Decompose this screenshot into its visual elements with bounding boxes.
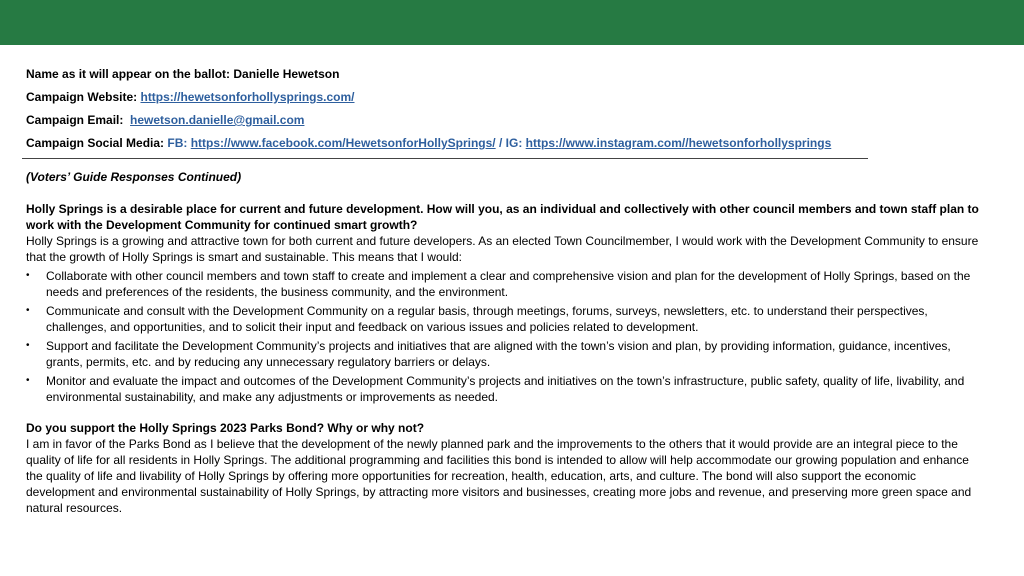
ballot-name-value: Danielle Hewetson [233, 67, 340, 81]
campaign-social-line [26, 135, 986, 151]
campaign-website-link[interactable]: https://hewetsonforhollysprings.com/ [140, 90, 355, 104]
campaign-email-label: Campaign Email: [26, 113, 124, 127]
campaign-social-label: Campaign Social Media: [26, 136, 165, 150]
voter-guide-content [26, 66, 986, 516]
campaign-website-label: Campaign Website: [26, 90, 138, 104]
answer-development-intro: Holly Springs is a growing and attractive town for both current and future developers. As an elected Town Councilmember, I would work with the Development Community to ensure that the growth of Holly Springs is smart and sustainable. This means that I would: [26, 234, 979, 264]
question-parks-bond: Do you support the Holly Springs 2023 Parks Bond? Why or why not? [26, 421, 425, 435]
header-band [0, 0, 1024, 45]
bullet-text: Collaborate with other council members and town staff to create and implement a clear and comprehensive vision and plan for the development of Holly Springs, based on the needs and preferences of the residents, the business community, and the environment. [46, 269, 971, 299]
development-bullet-list [26, 268, 986, 405]
list-item [26, 303, 986, 335]
instagram-label: / IG: [498, 136, 523, 150]
bullet-text: Support and facilitate the Development Community’s projects and initiatives that are aligned with the town’s vision and plan, by providing information, guidance, incentives, grants, permits, etc. and by reducing any unnecessary regulatory barriers or delays. [46, 339, 951, 369]
campaign-website-line [26, 89, 986, 105]
campaign-email-line [26, 112, 986, 128]
list-item [26, 373, 986, 405]
bullet-icon: • [26, 270, 30, 281]
bullet-icon: • [26, 340, 30, 351]
bullet-icon: • [26, 375, 30, 386]
ballot-name-line [26, 66, 986, 82]
list-item [26, 268, 986, 300]
bullet-text: Communicate and consult with the Development Community on a regular basis, through meetings, forums, surveys, newsletters, etc. to understand their perspectives, challenges, and opportunities, and to solicit their input and feedback on various issues and policies related to development. [46, 304, 928, 334]
ballot-name-label: Name as it will appear on the ballot: [26, 67, 231, 81]
bullet-icon: • [26, 305, 30, 316]
facebook-link[interactable]: https://www.facebook.com/HewetsonforHollySprings/ [190, 136, 496, 150]
section-spacer [26, 408, 986, 420]
answer-parks-bond: I am in favor of the Parks Bond as I believe that the development of the newly planned park and the improvements to the others that it would provide are an integral piece to the quality of life for all residents in Holly Springs. The additional programming and facilities this bond is intended to allow will help accommodate our growing population and enhance the quality of life and livability of Holly Springs by offering more opportunities for recreation, health, education, arts, and culture. The bond will also support the economic development and environmental sustainability of Holly Springs, by attracting more visitors and businesses, creating more jobs and revenue, and preserving more green space and natural resources. [26, 437, 972, 515]
bullet-text: Monitor and evaluate the impact and outcomes of the Development Community’s projects and initiatives on the town’s infrastructure, public safety, quality of life, livability, and environmental sustainability, and make any adjustments or improvements as needed. [46, 374, 965, 404]
continued-label: (Voters’ Guide Responses Continued) [26, 170, 242, 184]
list-item [26, 338, 986, 370]
facebook-label: FB: [167, 136, 188, 150]
question-development: Holly Springs is a desirable place for current and future development. How will you, as an individual and collectively with other council members and town staff plan to work with the Development Community for continued smart growth? [26, 202, 979, 232]
campaign-email-link[interactable]: hewetson.danielle@gmail.com [130, 113, 305, 127]
divider-line [22, 158, 868, 159]
instagram-link[interactable]: https://www.instagram.com//hewetsonforhollysprings [525, 136, 832, 150]
